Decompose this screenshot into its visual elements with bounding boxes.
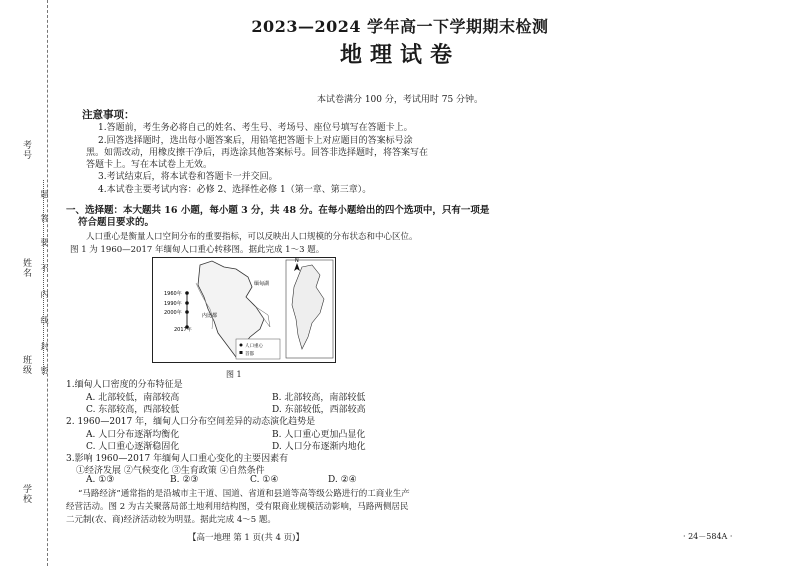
year-label: 1960年 xyxy=(164,291,182,297)
class-label: 班级 xyxy=(21,355,31,375)
sea-label: 缅甸湖 xyxy=(254,281,270,287)
subject-title: 地理试卷 xyxy=(339,42,460,68)
centroid-point xyxy=(185,310,189,314)
question-stem: 2. 1960—2017 年，缅甸人口分布空间差异的动态演化趋势是 xyxy=(66,417,316,427)
section-heading-line: 一、选择题：本大题共 16 小题，每小题 3 分，共 48 分。在每小题给出的四个选项中，只有一项是 xyxy=(66,205,490,216)
legend-centroid-symbol xyxy=(240,344,243,347)
paper-code: · 24－584A · xyxy=(683,532,733,541)
north-label: N xyxy=(295,258,299,264)
answer-option: A. 人口分布逐渐均衡化 xyxy=(86,430,180,440)
answer-option: D. 人口分布逐渐内地化 xyxy=(272,442,366,452)
notice-line: 4.本试卷主要考试内容：必修 2、选择性必修 1（第一章、第三章）。 xyxy=(98,185,372,195)
notice-heading: 注意事项： xyxy=(82,109,135,121)
centroid-point xyxy=(185,291,189,295)
intro-line: 人口重心是衡量人口空间分布的重要指标，可以反映出人口规模的分布状态和中心区位。 xyxy=(86,232,418,242)
legend-label: 人口重心 xyxy=(245,344,263,349)
section-heading xyxy=(66,205,726,229)
factor-list: ①经济发展 ②气候变化 ③生育政策 ④自然条件 xyxy=(76,466,265,476)
seal-char: 密 xyxy=(40,366,49,374)
exam-number-label: 考号 xyxy=(21,140,31,160)
answer-option: C. 东部较高，西部较低 xyxy=(86,405,180,415)
seal-char: 答 xyxy=(40,214,49,222)
year-label: 2000年 xyxy=(164,310,182,316)
passage-line: 二元制(农、商)经济活动较为明显。据此完成 4～5 题。 xyxy=(66,515,276,525)
answer-option: C. 人口重心逐渐稳固化 xyxy=(86,442,180,452)
section-heading-line: 符合题目要求的。 xyxy=(78,217,155,228)
answer-option: A. 北部较低，南部较高 xyxy=(86,393,180,403)
legend-capital-symbol xyxy=(240,351,243,354)
capital-label: 内比都 xyxy=(202,313,218,319)
seal-char: 不 xyxy=(40,264,49,272)
legend-label: 首都 xyxy=(245,352,254,357)
year-label: 1990年 xyxy=(164,301,182,307)
seal-char: 要 xyxy=(40,238,49,246)
map-legend xyxy=(236,339,280,359)
seal-char: 题 xyxy=(40,190,49,198)
passage-line: “马路经济”通常指的是沿城市主干道、国道、省道和县道等高等级公路进行的工商业生产 xyxy=(78,489,410,499)
answer-option: D. 东部较低，西部较高 xyxy=(272,405,366,415)
school-label: 学校 xyxy=(21,484,31,504)
notice-line: 1.答题前，考生务必将自己的姓名、考生号、考场号、座位号填写在答题卡上。 xyxy=(98,123,413,133)
page-footer: 【高一地理 第 1 页(共 4 页)】 xyxy=(188,533,304,543)
passage-line: 经营活动。图 2 为古关聚落局部土地利用结构图，受有限商业规模活动影响，马路两侧居民 xyxy=(66,502,409,512)
notice-line: 答题卡上。写在本试卷上无效。 xyxy=(86,160,213,170)
notice-line: 2.回答选择题时，选出每小题答案后，用铅笔把答题卡上对应题目的答案标号涂 xyxy=(98,136,413,146)
intro-line: 图 1 为 1960—2017 年缅甸人口重心转移图。据此完成 1～3 题。 xyxy=(70,245,325,255)
notice-line: 黑。如需改动，用橡皮擦干净后，再选涂其他答案标号。回答非选择题时，将答案写在 xyxy=(86,148,429,158)
exam-info: 本试卷满分 100 分，考试用时 75 分钟。 xyxy=(316,95,484,105)
seal-char: 封 xyxy=(40,342,49,350)
question-stem: 3.影响 1960—2017 年缅甸人口重心变化的主要因素有 xyxy=(66,454,289,464)
question-stem: 1.缅甸人口密度的分布特征是 xyxy=(66,380,183,390)
year-label: 2017年 xyxy=(174,327,192,333)
binding-dashed-line xyxy=(47,0,48,566)
answer-option: D. ②④ xyxy=(328,475,357,485)
answer-option: B. ②③ xyxy=(170,475,199,485)
answer-option: B. 北部较高，南部较低 xyxy=(272,393,366,403)
centroid-point xyxy=(185,301,189,305)
answer-option: C. ①④ xyxy=(250,475,279,485)
seal-char: 内 xyxy=(40,290,49,298)
notice-line: 3.考试结束后，将本试卷和答题卡一并交回。 xyxy=(98,172,278,182)
figure-1-caption: 图 1 xyxy=(226,370,242,379)
name-label: 姓名 xyxy=(21,258,31,278)
answer-option: A. ①③ xyxy=(86,475,115,485)
figure-1-map xyxy=(152,257,336,363)
exam-year-title: 2023—2024 学年高一下学期期末检测 xyxy=(251,17,549,36)
answer-option: B. 人口重心更加凸显化 xyxy=(272,430,366,440)
seal-char: 线 xyxy=(40,316,49,324)
